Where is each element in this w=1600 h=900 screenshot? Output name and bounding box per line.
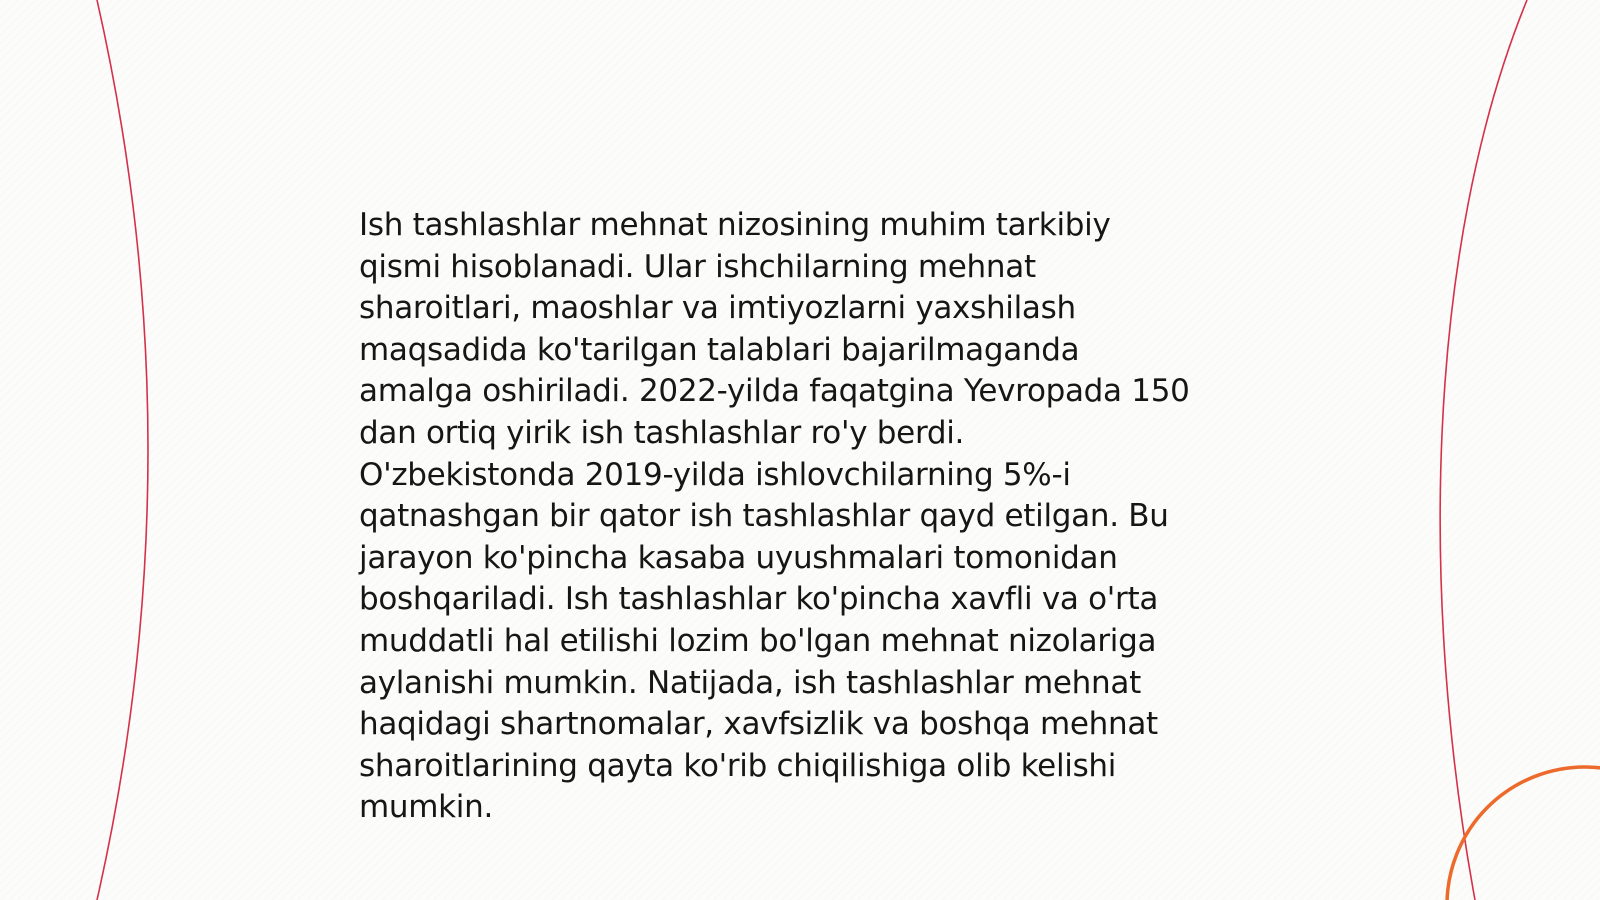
text-line: maqsadida ko'tarilgan talablari bajarilmaganda [359, 331, 1080, 368]
text-line: qismi hisoblanadi. Ular ishchilarning mehnat [359, 248, 1036, 285]
text-line: sharoitlarining qayta ko'rib chiqilishiga olib kelishi [359, 747, 1117, 784]
text-line: jarayon ko'pincha kasaba uyushmalari tomonidan [359, 539, 1118, 576]
text-line: amalga oshiriladi. 2022-yilda faqatgina Yevropada 150 [359, 373, 1190, 410]
left-arc [97, 0, 148, 900]
text-line: Ish tashlashlar mehnat nizosining muhim tarkibiy [359, 207, 1111, 243]
text-line: mumkin. [359, 789, 494, 826]
text-line: sharoitlari, maoshlar va imtiyozlarni yaxshilash [359, 290, 1076, 327]
text-line: qatnashgan bir qator ish tashlashlar qayd etilgan. Bu [359, 498, 1169, 535]
text-line: haqidagi shartnomalar, xavfsizlik va boshqa mehnat [359, 706, 1158, 743]
text-line: aylanishi mumkin. Natijada, ish tashlashlar mehnat [359, 664, 1141, 701]
right-arc [1440, 0, 1527, 900]
slide-body-text [359, 205, 1259, 829]
text-line: dan ortiq yirik ish tashlashlar ro'y berdi. [359, 414, 965, 451]
text-line: O'zbekistonda 2019-yilda ishlovchilarning 5%-i [359, 456, 1071, 493]
orange-ring [1447, 767, 1600, 900]
text-line: boshqariladi. Ish tashlashlar ko'pincha xavfli va o'rta [359, 581, 1159, 618]
text-line: muddatli hal etilishi lozim bo'lgan mehnat nizolariga [359, 622, 1157, 659]
